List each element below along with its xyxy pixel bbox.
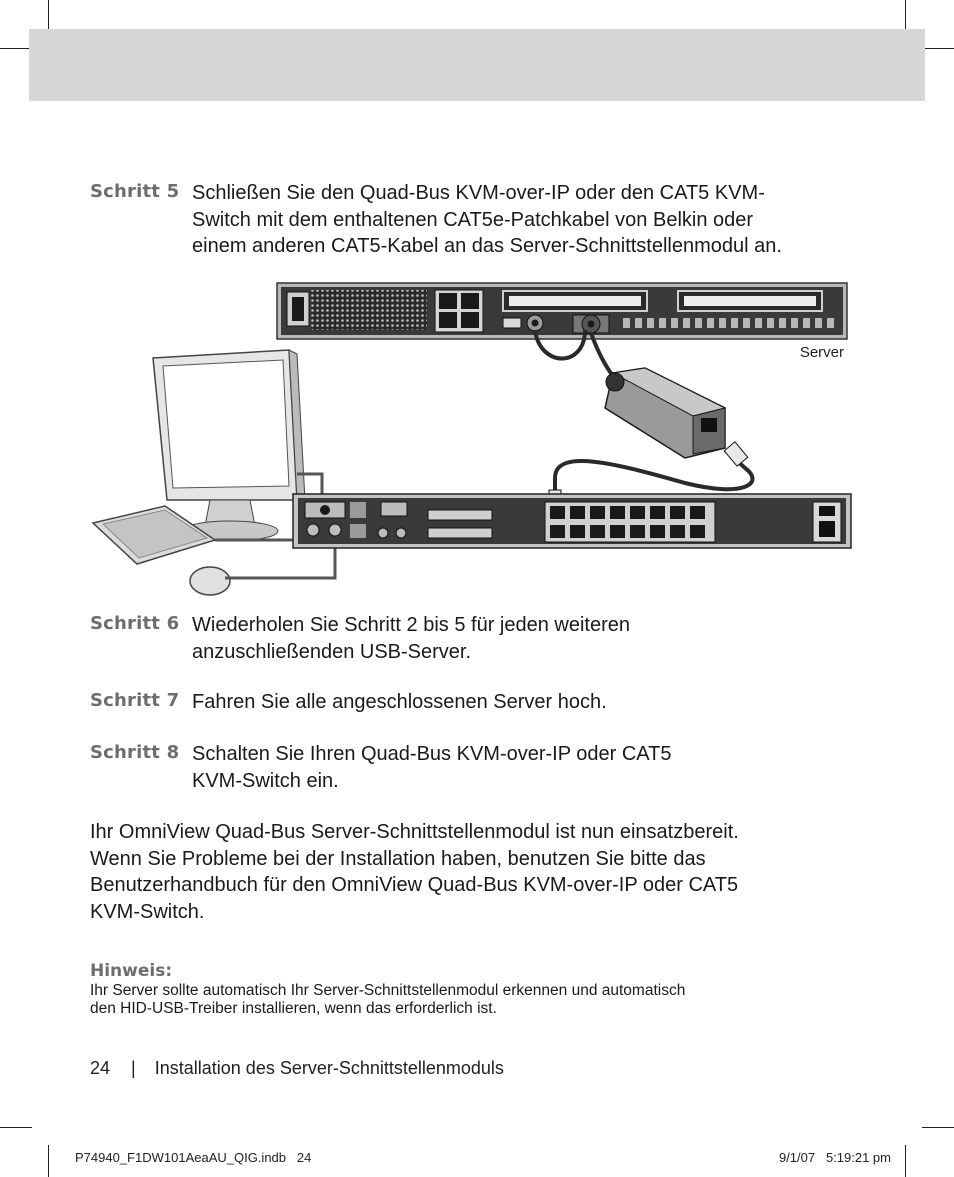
note-text <box>90 982 860 1018</box>
crop-mark <box>0 48 32 49</box>
paragraph-line: Ihr OmniView Quad-Bus Server-Schnittstellenmodul ist nun einsatzbereit. <box>90 821 739 843</box>
crop-mark <box>905 1145 906 1177</box>
print-slug-datetime: 9/1/07 5:19:21 pm <box>778 1150 891 1165</box>
crop-mark <box>905 0 906 32</box>
step-text <box>192 741 852 794</box>
paragraph-line: KVM-Switch. <box>90 900 205 923</box>
footer-section-title: Installation des Server-Schnittstellenmoduls <box>154 1058 504 1078</box>
step-text <box>192 689 852 716</box>
page-number: 24 <box>90 1058 111 1078</box>
step-line: Fahren Sie alle angeschlossenen Server hoch. <box>192 691 607 713</box>
step-label: Schritt 5 <box>90 181 180 202</box>
monitor <box>153 350 305 541</box>
step-text <box>192 180 852 260</box>
header-band <box>29 29 925 101</box>
crop-mark <box>922 48 954 49</box>
step-line: einem anderen CAT5-Kabel an das Server-Schnittstellenmodul an. <box>192 235 782 257</box>
crop-mark <box>0 1127 32 1128</box>
step-line: anzuschließenden USB-Server. <box>192 640 472 663</box>
crop-mark <box>48 1145 49 1177</box>
step-line: Switch mit dem enthaltenen CAT5e-Patchkabel von Belkin oder <box>192 208 754 231</box>
crop-mark <box>48 0 49 32</box>
print-slug-file: P74940_F1DW101AeaAU_QIG.indb 24 <box>75 1150 312 1165</box>
note-title: Hinweis: <box>90 961 173 981</box>
body-paragraph <box>90 819 850 925</box>
page-footer <box>90 1058 504 1079</box>
note-line: den HID-USB-Treiber installieren, wenn das erforderlich ist. <box>90 1000 497 1017</box>
kvm-switch <box>293 494 851 548</box>
step-line: Schalten Sie Ihren Quad-Bus KVM-over-IP oder CAT5 <box>192 743 672 765</box>
note-line: Ihr Server sollte automatisch Ihr Server-Schnittstellenmodul erkennen und automatisch <box>90 982 686 999</box>
paragraph-line: Wenn Sie Probleme bei der Installation haben, benutzen Sie bitte das <box>90 847 706 870</box>
step-text <box>192 612 852 665</box>
step-line: KVM-Switch ein. <box>192 769 339 792</box>
mouse <box>190 567 230 595</box>
connection-diagram <box>85 278 855 600</box>
paragraph-line: Benutzerhandbuch für den OmniView Quad-Bus KVM-over-IP oder CAT5 <box>90 874 739 896</box>
server-label: Server <box>799 344 844 361</box>
step-label: Schritt 6 <box>90 613 180 634</box>
rj45-plug <box>724 442 748 466</box>
step-label: Schritt 7 <box>90 690 180 711</box>
step-line: Wiederholen Sie Schritt 2 bis 5 für jeden weiteren <box>192 614 631 636</box>
step-label: Schritt 8 <box>90 742 180 763</box>
server-interface-module <box>605 368 725 458</box>
crop-mark <box>922 1127 954 1128</box>
server-unit <box>277 283 847 339</box>
step-line: Schließen Sie den Quad-Bus KVM-over-IP oder den CAT5 KVM- <box>192 182 765 204</box>
keyboard <box>93 506 215 564</box>
footer-separator: | <box>131 1058 136 1078</box>
